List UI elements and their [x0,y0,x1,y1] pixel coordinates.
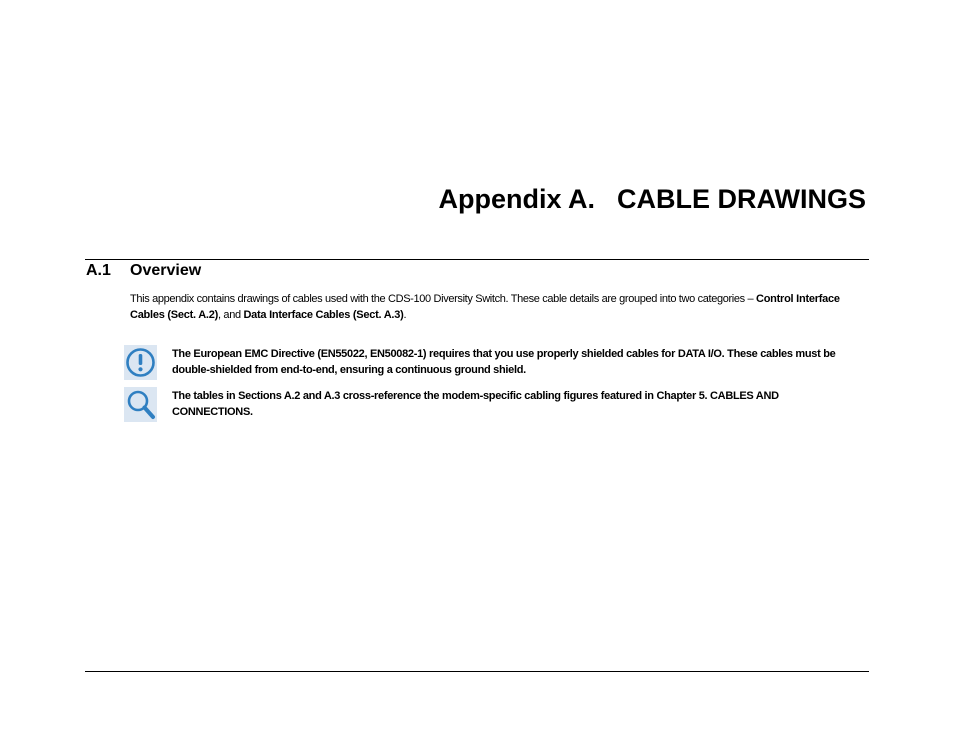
section-heading [86,261,201,281]
intro-bold-data-cables: Data Interface Cables (Sect. A.3) [243,309,404,321]
top-divider [85,259,869,260]
note-emc-text: The European EMC Directive (EN55022, EN50082-1) requires that you use properly shielded cables for DATA I/O. These cables must be double-shielded from end-to-end, ensuring a continuous ground shield. [172,348,836,376]
section-title: Overview [130,262,202,279]
magnifier-icon [124,387,157,422]
intro-bold-control-cables: Control Interface Cables (Sect. A.2) [130,293,840,321]
intro-text-1: This appendix contains drawings of cables used with the CDS-100 Diversity Switch. These cable details are grouped into two categories – [130,293,757,305]
appendix-prefix: Appendix A. [438,184,595,214]
section-number: A.1 [86,262,111,279]
intro-text-2: , and [218,309,244,321]
note-cross-reference-text: The tables in Sections A.2 and A.3 cross-reference the modem-specific cabling figures featured in Chapter 5. CABLES AND CONNECTIONS. [172,390,779,418]
appendix-title-text: CABLE DRAWINGS [617,184,866,214]
exclamation-icon [124,345,157,380]
appendix-title [438,182,866,216]
intro-paragraph [130,291,865,323]
intro-text-3: . [403,309,407,321]
bottom-divider [85,671,869,672]
